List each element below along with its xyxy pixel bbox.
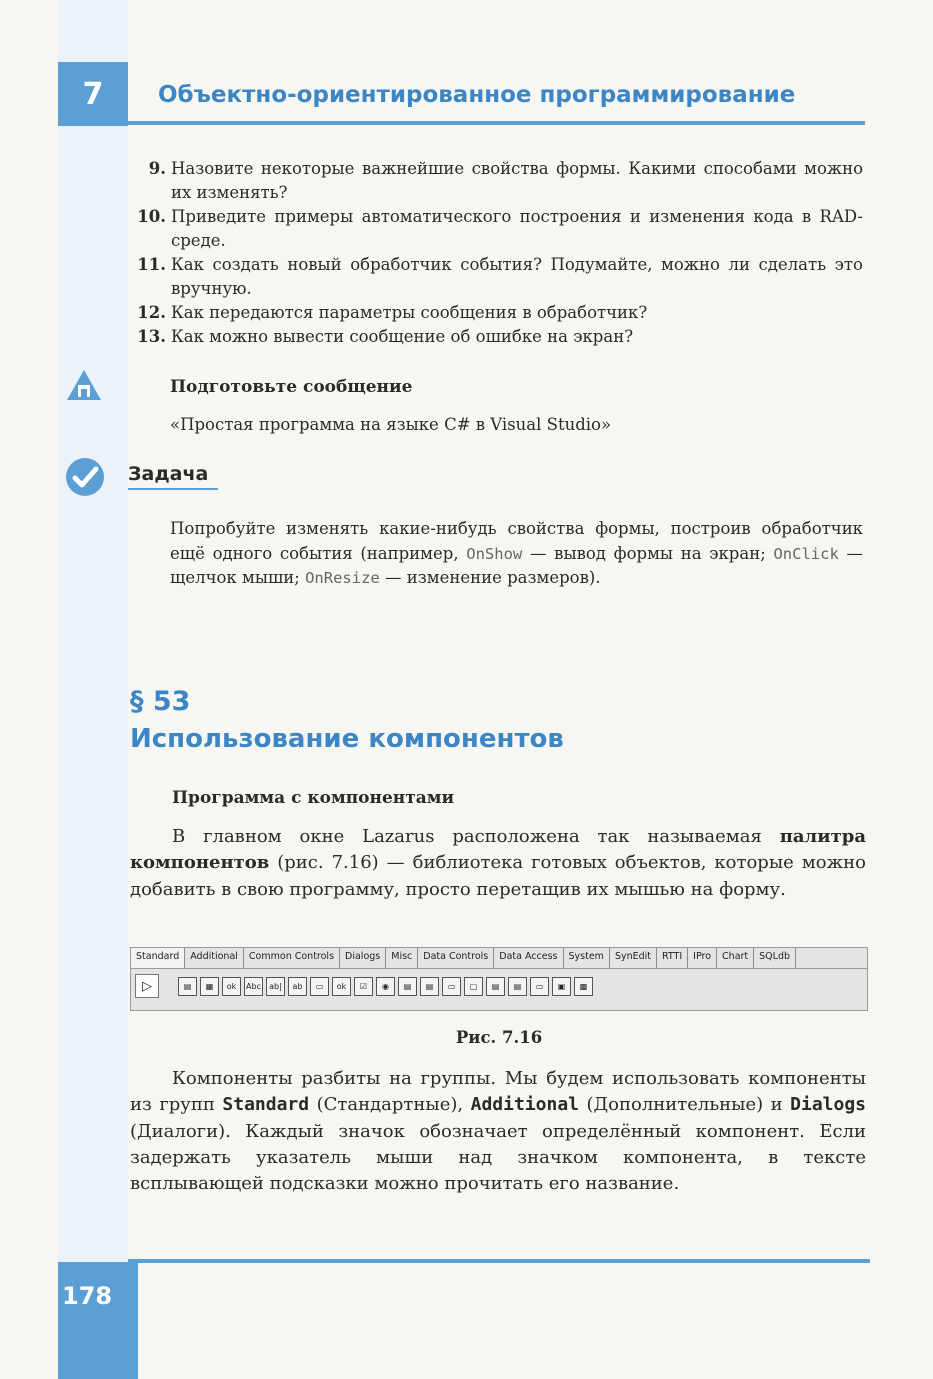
palette-tab[interactable]: Data Access [494,948,563,968]
groupbox-icon[interactable]: ▢ [464,977,483,996]
page-number: 178 [62,1282,113,1310]
question-number: 11. [137,255,166,274]
question-text: Как создать новый обработчик события? Подумайте, можно ли сделать это вручную. [171,255,863,298]
checkgroup-icon[interactable]: ▤ [508,977,527,996]
prepare-text: «Простая программа на языке C# в Visual Studio» [170,415,612,434]
palette-tab[interactable]: Chart [717,948,754,968]
subsection-title: Программа с компонентами [172,788,455,808]
palette-tab[interactable]: RTTI [657,948,688,968]
question-item [130,253,863,301]
task-heading: Задача [128,463,218,490]
palette-tab[interactable]: System [564,948,610,968]
radio-button-icon[interactable]: ◉ [376,977,395,996]
label-component-icon[interactable]: Abc [244,977,263,996]
section-number: § 53 [130,686,191,717]
page-number-box [58,1262,138,1379]
memo-component-icon[interactable]: ab [288,977,307,996]
footer-rule [128,1259,870,1263]
question-number: 12. [137,303,166,322]
code-onshow: OnShow [466,544,523,563]
question-number: 13. [137,327,166,346]
question-item [130,325,863,349]
palette-tab[interactable]: Common Controls [244,948,340,968]
figure-caption: Рис. 7.16 [455,1028,543,1047]
code-onclick: OnClick [773,544,839,563]
palette-tab[interactable]: Additional [185,948,244,968]
radiogroup-icon[interactable]: ▤ [486,977,505,996]
question-text: Как передаются параметры сообщения в обработчик? [171,303,648,322]
paragraph-2: Компоненты разбиты на группы. Мы будем использовать компоненты из групп Standard (Стандартные), Additional (Дополнительные) и Dialogs (Диалоги). Каждый значок обозначает определённый компонент. Если задержать указатель мыши над значком компонента, в тексте всплывающей подсказки можно прочитать его название. [130,1068,866,1195]
code-standard: Standard [222,1094,310,1116]
code-dialogs: Dialogs [790,1094,866,1116]
palette-tabs [131,948,867,969]
question-text: Как можно вывести сообщение об ошибке на экран? [171,327,634,346]
code-additional: Additional [470,1094,579,1116]
header-rule [128,121,865,125]
chapter-number: 7 [58,62,128,126]
pointer-arrow-icon[interactable]: ▷ [135,974,159,998]
question-number: 10. [137,207,166,226]
toggle-box-icon[interactable]: ▭ [310,977,329,996]
button-component-icon[interactable]: ok [222,977,241,996]
question-item [130,205,863,253]
house-icon [65,368,103,402]
action-list-icon[interactable]: ▩ [574,977,593,996]
checkmark-icon [65,457,105,497]
chapter-title: Объектно-ориентированное программирование [158,82,796,108]
palette-icons [131,969,867,998]
main-menu-icon[interactable]: ▤ [178,977,197,996]
palette-tab[interactable]: Misc [386,948,418,968]
palette-tab[interactable]: Data Controls [418,948,494,968]
question-number: 9. [148,159,166,178]
palette-tab[interactable]: IPro [688,948,717,968]
palette-tab[interactable]: Standard [131,948,185,968]
term-component-palette: палитра компонентов [130,826,866,874]
question-item [130,157,863,205]
question-text: Приведите примеры автоматического построения и изменения кода в RAD-среде. [171,207,863,250]
component-palette-figure [130,947,868,1011]
prepare-title: Подготовьте сообщение [170,377,413,397]
frame-icon[interactable]: ▣ [552,977,571,996]
scrollbar-icon[interactable]: ▭ [442,977,461,996]
questions-list [130,157,863,349]
edit-component-icon[interactable]: ab| [266,977,285,996]
panel-icon[interactable]: ▭ [530,977,549,996]
palette-tab[interactable]: SQLdb [754,948,796,968]
code-onresize: OnResize [305,569,380,587]
popup-menu-icon[interactable]: ▦ [200,977,219,996]
checkbox-component-icon[interactable]: ☑ [354,977,373,996]
question-text: Назовите некоторые важнейшие свойства формы. Какими способами можно их изменять? [171,159,863,202]
palette-tab[interactable]: SynEdit [610,948,657,968]
task-text: Попробуйте изменять какие-нибудь свойства формы, построив обработчик ещё одного события (например, OnShow — вывод формы на экран; OnClick — щелчок мыши; OnResize — изменение размеров). [170,519,863,587]
combobox-icon[interactable]: ▤ [420,977,439,996]
question-item [130,301,863,325]
paragraph-1: В главном окне Lazarus расположена так называемая палитра компонентов (рис. 7.16) — библиотека готовых объектов, которые можно добавить в свою программу, просто перетащив их мышью на форму. [130,826,866,900]
listbox-icon[interactable]: ▤ [398,977,417,996]
section-title: Использование компонентов [130,724,564,754]
palette-tab[interactable]: Dialogs [340,948,386,968]
ok-button-icon[interactable]: ok [332,977,351,996]
side-margin-strip [58,0,128,1379]
